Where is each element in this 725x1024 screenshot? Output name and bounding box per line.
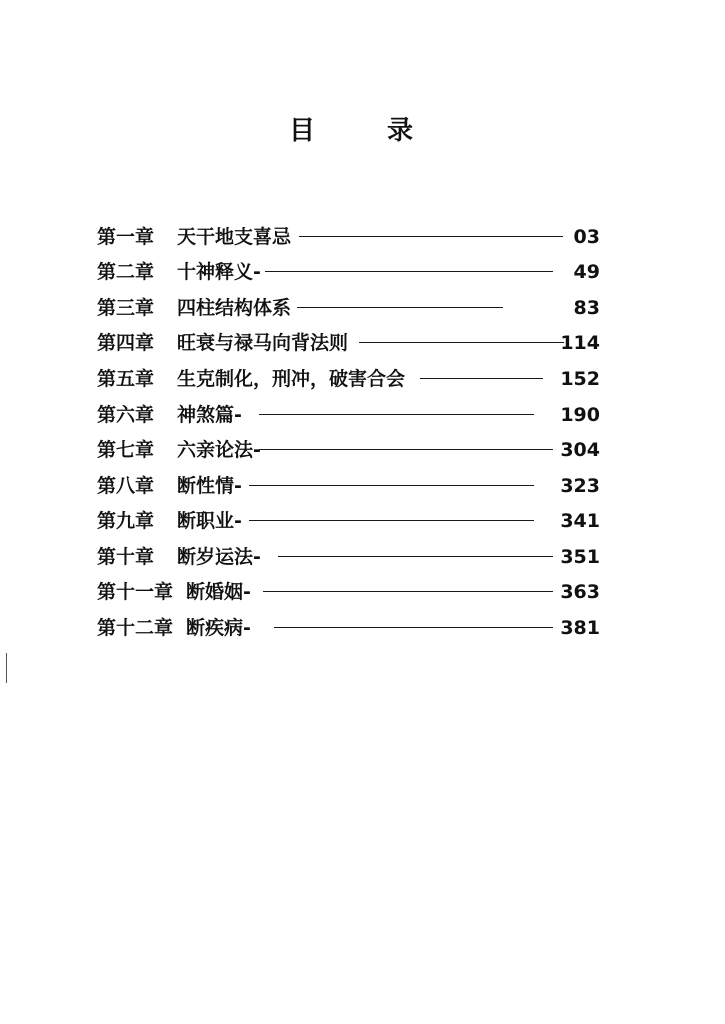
leader-line <box>299 236 563 237</box>
chapter-title: 四柱结构体系 <box>177 297 292 319</box>
chapter-number: 第六章 <box>97 404 155 426</box>
chapter-number: 第十二章 <box>97 617 174 639</box>
page-number: 114 <box>560 332 600 354</box>
chapter-number: 第十一章 <box>97 581 174 603</box>
toc-entry[interactable] <box>97 258 600 286</box>
chapter-number: 第二章 <box>97 261 155 283</box>
page-number: 152 <box>560 368 600 390</box>
toc-heading <box>0 114 725 154</box>
toc-entry[interactable] <box>97 578 600 606</box>
chapter-title: 旺衰与禄马向背法则 <box>177 332 349 354</box>
heading-char-left: 目 <box>289 116 316 146</box>
margin-mark <box>6 653 7 683</box>
page-number: 03 <box>573 226 600 248</box>
toc-entry[interactable] <box>97 294 600 322</box>
chapter-number: 第三章 <box>97 297 155 319</box>
chapter-number: 第七章 <box>97 439 155 461</box>
leader-line <box>259 449 553 450</box>
leader-line <box>249 485 534 486</box>
toc-entry[interactable] <box>97 543 600 571</box>
page-number: 351 <box>560 546 600 568</box>
page-number: 363 <box>560 581 600 603</box>
leader-line <box>263 591 553 592</box>
leader-line <box>249 520 534 521</box>
page-number: 323 <box>560 475 600 497</box>
chapter-number: 第八章 <box>97 475 155 497</box>
toc-entry[interactable] <box>97 614 600 642</box>
toc-entry[interactable] <box>97 436 600 464</box>
page-number: 190 <box>560 404 600 426</box>
chapter-number: 第五章 <box>97 368 155 390</box>
page-number: 304 <box>560 439 600 461</box>
leader-line <box>359 342 564 343</box>
page-number: 83 <box>573 297 600 319</box>
leader-line <box>265 271 553 272</box>
chapter-title: 天干地支喜忌 <box>177 226 292 248</box>
toc-entry[interactable] <box>97 223 600 251</box>
toc-entry[interactable] <box>97 472 600 500</box>
chapter-title: 断婚姻- <box>186 581 251 603</box>
chapter-title: 神煞篇- <box>177 404 242 426</box>
chapter-title: 断职业- <box>177 510 242 532</box>
leader-line <box>274 627 553 628</box>
chapter-title: 断岁运法- <box>177 546 261 568</box>
chapter-number: 第一章 <box>97 226 155 248</box>
chapter-title: 生克制化，刑冲，破害合会 <box>177 368 406 390</box>
heading-char-right: 录 <box>387 116 414 146</box>
page-number: 341 <box>560 510 600 532</box>
chapter-title: 断疾病- <box>186 617 251 639</box>
chapter-title: 六亲论法- <box>177 439 261 461</box>
toc-entry[interactable] <box>97 365 600 393</box>
chapter-number: 第四章 <box>97 332 155 354</box>
leader-line <box>278 556 553 557</box>
page-number: 381 <box>560 617 600 639</box>
toc-entry[interactable] <box>97 401 600 429</box>
chapter-number: 第九章 <box>97 510 155 532</box>
toc-entry[interactable] <box>97 329 600 357</box>
toc-entry[interactable] <box>97 507 600 535</box>
page-number: 49 <box>573 261 600 283</box>
chapter-title: 十神释义- <box>177 261 261 283</box>
chapter-title: 断性情- <box>177 475 242 497</box>
leader-line <box>297 307 503 308</box>
leader-line <box>420 378 543 379</box>
leader-line <box>259 414 534 415</box>
chapter-number: 第十章 <box>97 546 155 568</box>
